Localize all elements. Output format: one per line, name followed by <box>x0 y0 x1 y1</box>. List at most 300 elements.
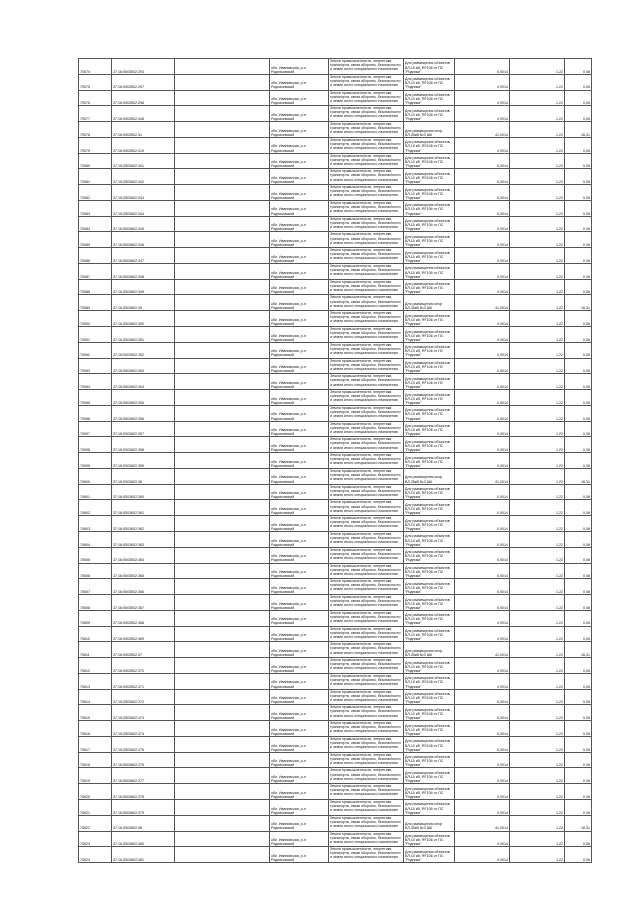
empty-cell <box>175 752 270 768</box>
permitted-use-cell: Для размещения опор ВЛ-35кВ №3 Ш6 <box>404 815 455 831</box>
cadastral-value-cell: 1,22 <box>510 200 565 216</box>
address-cell: обл. Ивановская, р-н Родниковский <box>270 784 329 800</box>
table-row <box>79 358 592 374</box>
cadastral-number-cell: 37:16:0503602:349 <box>112 279 175 295</box>
cadastral-number-cell: 37:16:0503602:344 <box>112 200 175 216</box>
cadastral-number-cell: 37:16:0503602:357 <box>112 421 175 437</box>
address-cell: обл. Ивановская, р-н Родниковский <box>270 484 329 500</box>
permitted-use-cell: Для размещения объектов ВЛ-10 кВ, RF106 от ПС "Родники" <box>404 484 455 500</box>
area-cell: 0,0014 <box>455 752 510 768</box>
table-row <box>79 311 592 327</box>
address-cell: обл. Ивановская, р-н Родниковский <box>270 831 329 847</box>
permitted-use-cell: Для размещения объектов ВЛ-10 кВ, RF106 от ПС "Родники" <box>404 595 455 611</box>
cadastral-number-cell: 37:16:0503602:358 <box>112 437 175 453</box>
land-category-cell: Земли промышленности, энергетики, транспорта, связи обороны, безопасности и земли иного специального назначения <box>329 342 404 358</box>
tax-cell: 0,06 <box>565 74 592 90</box>
land-category-cell: Земли промышленности, энергетики, транспорта, связи обороны, безопасности и земли иного специального назначения <box>329 768 404 784</box>
cadastral-number-cell: 37:16:0503602:345 <box>112 216 175 232</box>
cadastral-number-cell: 37:16:0503602:366 <box>112 579 175 595</box>
cadastral-value-cell: 1,22 <box>510 216 565 232</box>
tax-cell: 0,06 <box>565 563 592 579</box>
area-cell: 0,0014 <box>455 279 510 295</box>
empty-cell <box>175 563 270 579</box>
permitted-use-cell: Для размещения объектов ВЛ-10 кВ, RF106 от ПС "Родники" <box>404 248 455 264</box>
row-number-cell: 70597 <box>79 421 112 437</box>
cadastral-value-cell: 1,22 <box>510 847 565 863</box>
permitted-use-cell: Для размещения объектов ВЛ-10 кВ, RF106 от ПС "Родники" <box>404 437 455 453</box>
address-cell: обл. Ивановская, р-н Родниковский <box>270 90 329 106</box>
empty-cell <box>175 721 270 737</box>
address-cell: обл. Ивановская, р-н Родниковский <box>270 721 329 737</box>
row-number-cell: 70595 <box>79 390 112 406</box>
address-cell: обл. Ивановская, р-н Родниковский <box>270 279 329 295</box>
tax-cell: 0,06 <box>565 200 592 216</box>
tax-cell: 0,06 <box>565 59 592 75</box>
table-row <box>79 831 592 847</box>
cadastral-value-cell: 1,22 <box>510 169 565 185</box>
empty-cell <box>175 263 270 279</box>
land-category-cell: Земли промышленности, энергетики, транспорта, связи обороны, безопасности и земли иного специального назначения <box>329 106 404 122</box>
cadastral-value-cell: 1,22 <box>510 311 565 327</box>
cadastral-number-cell: 37:16:0503602:376 <box>112 752 175 768</box>
cadastral-number-cell: 37:16:0503602:381 <box>112 847 175 863</box>
permitted-use-cell: Для размещения объектов ВЛ-10 кВ, RF106 от ПС "Родники" <box>404 500 455 516</box>
row-number-cell: 70611 <box>79 642 112 658</box>
table-row <box>79 547 592 563</box>
area-cell: 0,0014 <box>455 74 510 90</box>
row-number-cell: 70593 <box>79 358 112 374</box>
cadastral-number-cell: 37:16:0503602:370 <box>112 658 175 674</box>
land-category-cell: Земли промышленности, энергетики, транспорта, связи обороны, безопасности и земли иного специального назначения <box>329 831 404 847</box>
row-number-cell: 70602 <box>79 500 112 516</box>
area-cell: 0,0014 <box>455 216 510 232</box>
row-number-cell: 70612 <box>79 658 112 674</box>
row-number-cell: 70609 <box>79 610 112 626</box>
address-cell: обл. Ивановская, р-н Родниковский <box>270 736 329 752</box>
table-row <box>79 847 592 863</box>
cadastral-number-cell: 37:16:0503602:347 <box>112 248 175 264</box>
row-number-cell: 70598 <box>79 437 112 453</box>
row-number-cell: 70587 <box>79 263 112 279</box>
area-cell: 0,0014 <box>455 658 510 674</box>
tax-cell: 16,31 <box>565 122 592 138</box>
cadastral-number-cell: 37:16:0503602:346 <box>112 232 175 248</box>
permitted-use-cell: Для размещения объектов ВЛ-10 кВ, RF106 от ПС "Родники" <box>404 90 455 106</box>
land-category-cell: Земли промышленности, энергетики, транспорта, связи обороны, безопасности и земли иного специального назначения <box>329 705 404 721</box>
permitted-use-cell: Для размещения опор ВЛ-35кВ №3 Ш6 <box>404 468 455 484</box>
cadastral-value-cell: 1,22 <box>510 516 565 532</box>
area-cell: 41,0014 <box>455 815 510 831</box>
empty-cell <box>175 90 270 106</box>
tax-cell: 0,06 <box>565 595 592 611</box>
table-row <box>79 468 592 484</box>
land-category-cell: Земли промышленности, энергетики, транспорта, связи обороны, безопасности и земли иного специального назначения <box>329 547 404 563</box>
area-cell: 0,0014 <box>455 374 510 390</box>
cadastral-value-cell: 1,22 <box>510 689 565 705</box>
tax-cell: 0,06 <box>565 752 592 768</box>
address-cell: обл. Ивановская, р-н Родниковский <box>270 752 329 768</box>
cadastral-value-cell: 1,22 <box>510 74 565 90</box>
address-cell: обл. Ивановская, р-н Родниковский <box>270 421 329 437</box>
area-cell: 0,0014 <box>455 390 510 406</box>
tax-cell: 0,06 <box>565 248 592 264</box>
permitted-use-cell: Для размещения объектов ВЛ-10 кВ, RF106 от ПС "Родники" <box>404 342 455 358</box>
tax-cell: 0,06 <box>565 327 592 343</box>
land-category-cell: Земли промышленности, энергетики, транспорта, связи обороны, безопасности и земли иного специального назначения <box>329 90 404 106</box>
table-row <box>79 484 592 500</box>
cadastral-value-cell: 1,22 <box>510 185 565 201</box>
cadastral-number-cell: 37:16:0503602:348 <box>112 106 175 122</box>
empty-cell <box>175 453 270 469</box>
address-cell: обл. Ивановская, р-н Родниковский <box>270 169 329 185</box>
empty-cell <box>175 374 270 390</box>
address-cell: обл. Ивановская, р-н Родниковский <box>270 658 329 674</box>
tax-cell: 0,06 <box>565 705 592 721</box>
cadastral-value-cell: 1,22 <box>510 421 565 437</box>
table-row <box>79 784 592 800</box>
empty-cell <box>175 500 270 516</box>
empty-cell <box>175 437 270 453</box>
tax-cell: 0,06 <box>565 311 592 327</box>
row-number-cell: 70601 <box>79 484 112 500</box>
table-row <box>79 185 592 201</box>
table-row <box>79 579 592 595</box>
cadastral-value-cell: 1,22 <box>510 106 565 122</box>
cadastral-number-cell: 37:16:0503602:371 <box>112 673 175 689</box>
empty-cell <box>175 279 270 295</box>
address-cell: обл. Ивановская, р-н Родниковский <box>270 263 329 279</box>
empty-cell <box>175 595 270 611</box>
empty-cell <box>175 547 270 563</box>
table-row <box>79 689 592 705</box>
permitted-use-cell: Для размещения объектов ВЛ-10 кВ, RF106 от ПС "Родники" <box>404 531 455 547</box>
cadastral-number-cell: 37:16:0503602:355 <box>112 390 175 406</box>
cadastral-value-cell: 1,22 <box>510 626 565 642</box>
cadastral-number-cell: 37:16:0503602:368 <box>112 610 175 626</box>
permitted-use-cell: Для размещения объектов ВЛ-10 кВ, RF106 от ПС "Родники" <box>404 516 455 532</box>
empty-cell <box>175 327 270 343</box>
land-category-cell: Земли промышленности, энергетики, транспорта, связи обороны, безопасности и земли иного специального назначения <box>329 468 404 484</box>
address-cell: обл. Ивановская, р-н Родниковский <box>270 405 329 421</box>
empty-cell <box>175 705 270 721</box>
address-cell: обл. Ивановская, р-н Родниковский <box>270 799 329 815</box>
area-cell: 0,0014 <box>455 59 510 75</box>
land-category-cell: Земли промышленности, энергетики, транспорта, связи обороны, безопасности и земли иного специального назначения <box>329 752 404 768</box>
land-category-cell: Земли промышленности, энергетики, транспорта, связи обороны, безопасности и земли иного специального назначения <box>329 295 404 311</box>
row-number-cell: 70603 <box>79 516 112 532</box>
cadastral-number-cell: 37:16:0503602:363 <box>112 531 175 547</box>
cadastral-value-cell: 1,22 <box>510 563 565 579</box>
permitted-use-cell: Для размещения объектов ВЛ-10 кВ, RF106 от ПС "Родники" <box>404 358 455 374</box>
cadastral-number-cell: 37:16:0503602:364 <box>112 547 175 563</box>
table-row <box>79 74 592 90</box>
tax-cell: 0,06 <box>565 405 592 421</box>
area-cell: 0,0014 <box>455 437 510 453</box>
land-category-cell: Земли промышленности, энергетики, транспорта, связи обороны, безопасности и земли иного специального назначения <box>329 248 404 264</box>
cadastral-number-cell: 37:16:0503602:360 <box>112 484 175 500</box>
tax-cell: 0,06 <box>565 453 592 469</box>
address-cell: обл. Ивановская, р-н Родниковский <box>270 74 329 90</box>
row-number-cell: 70599 <box>79 453 112 469</box>
address-cell: обл. Ивановская, р-н Родниковский <box>270 342 329 358</box>
row-number-cell: 70616 <box>79 721 112 737</box>
cadastral-value-cell: 1,22 <box>510 358 565 374</box>
address-cell: обл. Ивановская, р-н Родниковский <box>270 847 329 863</box>
tax-cell: 16,31 <box>565 295 592 311</box>
land-category-cell: Земли промышленности, энергетики, транспорта, связи обороны, безопасности и земли иного специального назначения <box>329 579 404 595</box>
tax-cell: 0,06 <box>565 484 592 500</box>
cadastral-value-cell: 1,22 <box>510 547 565 563</box>
tax-cell: 0,06 <box>565 185 592 201</box>
empty-cell <box>175 799 270 815</box>
empty-cell <box>175 484 270 500</box>
row-number-cell: 70578 <box>79 122 112 138</box>
table-row <box>79 516 592 532</box>
land-category-cell: Земли промышленности, энергетики, транспорта, связи обороны, безопасности и земли иного специального назначения <box>329 200 404 216</box>
area-cell: 0,0014 <box>455 185 510 201</box>
cadastral-value-cell: 1,22 <box>510 468 565 484</box>
area-cell: 0,0014 <box>455 784 510 800</box>
cadastral-number-cell: 37:16:0503602:38 <box>112 815 175 831</box>
permitted-use-cell: Для размещения объектов ВЛ-10 кВ, RF106 от ПС "Родники" <box>404 799 455 815</box>
address-cell: обл. Ивановская, р-н Родниковский <box>270 768 329 784</box>
cadastral-value-cell: 1,22 <box>510 831 565 847</box>
row-number-cell: 70624 <box>79 847 112 863</box>
land-category-cell: Земли промышленности, энергетики, транспорта, связи обороны, безопасности и земли иного специального назначения <box>329 169 404 185</box>
address-cell: обл. Ивановская, р-н Родниковский <box>270 673 329 689</box>
address-cell: обл. Ивановская, р-н Родниковский <box>270 516 329 532</box>
table-row <box>79 500 592 516</box>
table-row <box>79 658 592 674</box>
address-cell: обл. Ивановская, р-н Родниковский <box>270 295 329 311</box>
address-cell: обл. Ивановская, р-н Родниковский <box>270 153 329 169</box>
cadastral-number-cell: 37:16:0503602:374 <box>112 721 175 737</box>
area-cell: 0,0014 <box>455 610 510 626</box>
address-cell: обл. Ивановская, р-н Родниковский <box>270 248 329 264</box>
permitted-use-cell: Для размещения объектов ВЛ-10 кВ, RF106 от ПС "Родники" <box>404 673 455 689</box>
cadastral-number-cell: 37:16:0503602:356 <box>112 405 175 421</box>
cadastral-value-cell: 1,22 <box>510 610 565 626</box>
cadastral-number-cell: 37:16:0503602:359 <box>112 453 175 469</box>
empty-cell <box>175 531 270 547</box>
row-number-cell: 70582 <box>79 185 112 201</box>
table-row <box>79 342 592 358</box>
cadastral-number-cell: 37:16:0503602:377 <box>112 768 175 784</box>
table-row <box>79 263 592 279</box>
area-cell: 0,0014 <box>455 831 510 847</box>
cadastral-number-cell: 37:16:0503602:350 <box>112 311 175 327</box>
row-number-cell: 70617 <box>79 736 112 752</box>
land-category-cell: Земли промышленности, энергетики, транспорта, связи обороны, безопасности и земли иного специального назначения <box>329 327 404 343</box>
cadastral-number-cell: 37:16:0503602:379 <box>112 799 175 815</box>
address-cell: обл. Ивановская, р-н Родниковский <box>270 689 329 705</box>
empty-cell <box>175 74 270 90</box>
permitted-use-cell: Для размещения объектов ВЛ-10 кВ, RF106 от ПС "Родники" <box>404 200 455 216</box>
land-category-cell: Земли промышленности, энергетики, транспорта, связи обороны, безопасности и земли иного специального назначения <box>329 563 404 579</box>
address-cell: обл. Ивановская, р-н Родниковский <box>270 642 329 658</box>
cadastral-value-cell: 1,22 <box>510 736 565 752</box>
area-cell: 0,0014 <box>455 342 510 358</box>
area-cell: 0,0014 <box>455 516 510 532</box>
permitted-use-cell: Для размещения объектов ВЛ-10 кВ, RF106 от ПС "Родники" <box>404 626 455 642</box>
empty-cell <box>175 768 270 784</box>
row-number-cell: 70610 <box>79 626 112 642</box>
table-row <box>79 799 592 815</box>
empty-cell <box>175 106 270 122</box>
land-category-cell: Земли промышленности, энергетики, транспорта, связи обороны, безопасности и земли иного специального назначения <box>329 311 404 327</box>
address-cell: обл. Ивановская, р-н Родниковский <box>270 453 329 469</box>
area-cell: 0,0014 <box>455 847 510 863</box>
tax-cell: 0,06 <box>565 90 592 106</box>
row-number-cell: 70615 <box>79 705 112 721</box>
area-cell: 41,0014 <box>455 122 510 138</box>
empty-cell <box>175 831 270 847</box>
land-category-cell: Земли промышленности, энергетики, транспорта, связи обороны, безопасности и земли иного специального назначения <box>329 437 404 453</box>
tax-cell: 0,06 <box>565 137 592 153</box>
address-cell: обл. Ивановская, р-н Родниковский <box>270 232 329 248</box>
cadastral-number-cell: 37:16:0503602:31 <box>112 122 175 138</box>
row-number-cell: 70607 <box>79 579 112 595</box>
cadastral-value-cell: 1,22 <box>510 279 565 295</box>
land-category-cell: Земли промышленности, энергетики, транспорта, связи обороны, безопасности и земли иного специального назначения <box>329 815 404 831</box>
cadastral-number-cell: 37:16:0503602:369 <box>112 626 175 642</box>
permitted-use-cell: Для размещения объектов ВЛ-10 кВ, RF106 от ПС "Родники" <box>404 169 455 185</box>
table-row <box>79 705 592 721</box>
cadastral-value-cell: 1,22 <box>510 248 565 264</box>
permitted-use-cell: Для размещения объектов ВЛ-10 кВ, RF106 от ПС "Родники" <box>404 311 455 327</box>
permitted-use-cell: Для размещения объектов ВЛ-10 кВ, RF106 от ПС "Родники" <box>404 421 455 437</box>
empty-cell <box>175 232 270 248</box>
address-cell: обл. Ивановская, р-н Родниковский <box>270 531 329 547</box>
area-cell: 0,0014 <box>455 484 510 500</box>
table-row <box>79 327 592 343</box>
row-number-cell: 70618 <box>79 752 112 768</box>
cadastral-value-cell: 1,22 <box>510 453 565 469</box>
cadastral-value-cell: 1,22 <box>510 500 565 516</box>
land-category-cell: Земли промышленности, энергетики, транспорта, связи обороны, безопасности и земли иного специального назначения <box>329 516 404 532</box>
permitted-use-cell: Для размещения объектов ВЛ-10 кВ, RF106 от ПС "Родники" <box>404 563 455 579</box>
table-row <box>79 815 592 831</box>
cadastral-value-cell: 1,22 <box>510 327 565 343</box>
land-category-cell: Земли промышленности, энергетики, транспорта, связи обороны, безопасности и земли иного специального назначения <box>329 390 404 406</box>
address-cell: обл. Ивановская, р-н Родниковский <box>270 216 329 232</box>
area-cell: 0,0014 <box>455 153 510 169</box>
cadastral-value-cell: 1,22 <box>510 437 565 453</box>
tax-cell: 0,06 <box>565 579 592 595</box>
permitted-use-cell: Для размещения объектов ВЛ-10 кВ, RF106 от ПС "Родники" <box>404 390 455 406</box>
table-row <box>79 122 592 138</box>
cadastral-number-cell: 37:16:0503602:361 <box>112 500 175 516</box>
land-category-cell: Земли промышленности, энергетики, транспорта, связи обороны, безопасности и земли иного специального назначения <box>329 595 404 611</box>
area-cell: 0,0014 <box>455 626 510 642</box>
land-category-cell: Земли промышленности, энергетики, транспорта, связи обороны, безопасности и земли иного специального назначения <box>329 847 404 863</box>
address-cell: обл. Ивановская, р-н Родниковский <box>270 358 329 374</box>
tax-cell: 0,06 <box>565 736 592 752</box>
land-category-cell: Земли промышленности, энергетики, транспорта, связи обороны, безопасности и земли иного специального назначения <box>329 137 404 153</box>
cadastral-number-cell: 37:16:0503602:351 <box>112 327 175 343</box>
table-row <box>79 137 592 153</box>
row-number-cell: 70591 <box>79 327 112 343</box>
land-category-cell: Земли промышленности, энергетики, транспорта, связи обороны, безопасности и земли иного специального назначения <box>329 153 404 169</box>
tax-cell: 0,06 <box>565 106 592 122</box>
address-cell: обл. Ивановская, р-н Родниковский <box>270 579 329 595</box>
permitted-use-cell: Для размещения опор ВЛ-35кВ №3 Ш6 <box>404 295 455 311</box>
land-category-cell: Земли промышленности, энергетики, транспорта, связи обороны, безопасности и земли иного специального назначения <box>329 358 404 374</box>
permitted-use-cell: Для размещения объектов ВЛ-10 кВ, RF106 от ПС "Родники" <box>404 658 455 674</box>
table-row <box>79 721 592 737</box>
area-cell: 0,0014 <box>455 311 510 327</box>
area-cell: 0,0014 <box>455 768 510 784</box>
permitted-use-cell: Для размещения объектов ВЛ-10 кВ, RF106 от ПС "Родники" <box>404 784 455 800</box>
empty-cell <box>175 311 270 327</box>
area-cell: 0,0014 <box>455 421 510 437</box>
permitted-use-cell: Для размещения объектов ВЛ-10 кВ, RF106 от ПС "Родники" <box>404 721 455 737</box>
empty-cell <box>175 137 270 153</box>
tax-cell: 0,06 <box>565 437 592 453</box>
tax-cell: 0,06 <box>565 799 592 815</box>
table-row <box>79 59 592 75</box>
area-cell: 0,0014 <box>455 799 510 815</box>
table-row <box>79 279 592 295</box>
empty-cell <box>175 689 270 705</box>
cadastral-value-cell: 1,22 <box>510 295 565 311</box>
cadastral-value-cell: 1,22 <box>510 799 565 815</box>
tax-cell: 0,06 <box>565 689 592 705</box>
table-row <box>79 642 592 658</box>
land-category-cell: Земли промышленности, энергетики, транспорта, связи обороны, безопасности и земли иного специального назначения <box>329 74 404 90</box>
empty-cell <box>175 342 270 358</box>
cadastral-value-cell: 1,22 <box>510 390 565 406</box>
address-cell: обл. Ивановская, р-н Родниковский <box>270 437 329 453</box>
row-number-cell: 70585 <box>79 232 112 248</box>
cadastral-number-cell: 37:16:0503602:319 <box>112 137 175 153</box>
table-row <box>79 390 592 406</box>
table-row <box>79 752 592 768</box>
table-row <box>79 610 592 626</box>
empty-cell <box>175 185 270 201</box>
empty-cell <box>175 153 270 169</box>
table-body <box>79 59 592 863</box>
address-cell: обл. Ивановская, р-н Родниковский <box>270 595 329 611</box>
row-number-cell: 70608 <box>79 595 112 611</box>
land-category-cell: Земли промышленности, энергетики, транспорта, связи обороны, безопасности и земли иного специального назначения <box>329 263 404 279</box>
row-number-cell: 70577 <box>79 106 112 122</box>
area-cell: 0,0014 <box>455 563 510 579</box>
tax-cell: 0,06 <box>565 658 592 674</box>
land-category-cell: Земли промышленности, энергетики, транспорта, связи обороны, безопасности и земли иного специального назначения <box>329 799 404 815</box>
empty-cell <box>175 736 270 752</box>
cadastral-value-cell: 1,22 <box>510 705 565 721</box>
address-cell: обл. Ивановская, р-н Родниковский <box>270 185 329 201</box>
empty-cell <box>175 579 270 595</box>
cadastral-number-cell: 37:16:0503602:348 <box>112 263 175 279</box>
table-row <box>79 200 592 216</box>
cadastral-number-cell: 37:16:0503602:298 <box>112 90 175 106</box>
land-category-cell: Земли промышленности, энергетики, транспорта, связи обороны, безопасности и земли иного специального назначения <box>329 374 404 390</box>
permitted-use-cell: Для размещения объектов ВЛ-10 кВ, RF106 от ПС "Родники" <box>404 768 455 784</box>
area-cell: 41,0014 <box>455 468 510 484</box>
cadastral-number-cell: 37:16:0503602:35 <box>112 295 175 311</box>
permitted-use-cell: Для размещения объектов ВЛ-10 кВ, RF106 от ПС "Родники" <box>404 374 455 390</box>
address-cell: обл. Ивановская, р-н Родниковский <box>270 106 329 122</box>
permitted-use-cell: Для размещения объектов ВЛ-10 кВ, RF106 от ПС "Родники" <box>404 232 455 248</box>
table-row <box>79 169 592 185</box>
cadastral-number-cell: 37:16:0503602:353 <box>112 358 175 374</box>
address-cell: обл. Ивановская, р-н Родниковский <box>270 59 329 75</box>
table-row <box>79 563 592 579</box>
permitted-use-cell: Для размещения объектов ВЛ-10 кВ, RF106 от ПС "Родники" <box>404 74 455 90</box>
table-row <box>79 232 592 248</box>
